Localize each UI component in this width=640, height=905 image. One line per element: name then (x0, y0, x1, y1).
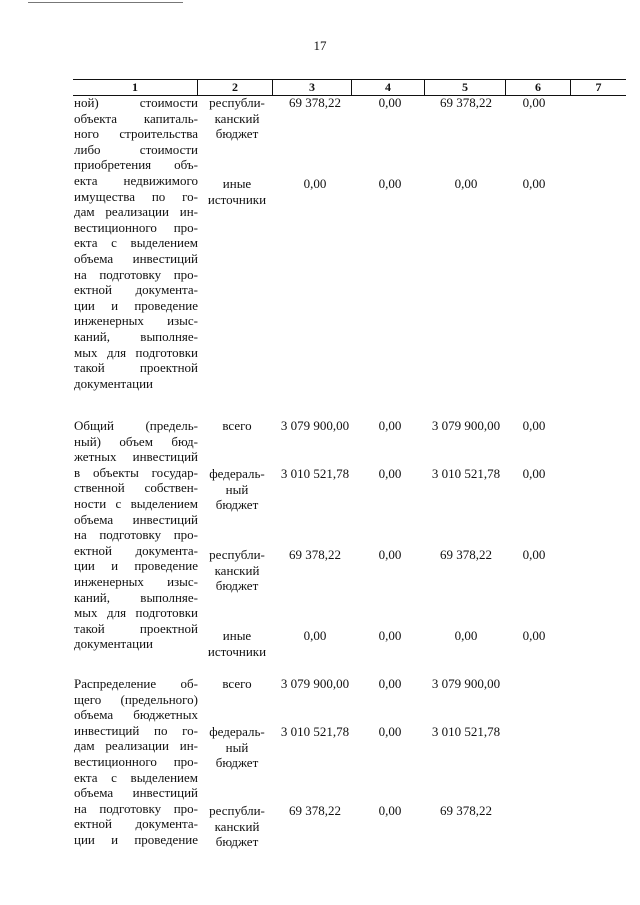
source-cell (200, 676, 274, 692)
value-col-4: 0,00 (378, 95, 402, 110)
header-col-6: 6 (535, 80, 541, 94)
description-line: инвестиций по го- (74, 722, 198, 738)
source-line: всего (222, 418, 252, 433)
value-col-5: 69 378,22 (440, 95, 492, 110)
description-line: инженерных изыс- (74, 313, 198, 329)
value-col-4: 0,00 (378, 676, 402, 691)
value-col-6: 0,00 (522, 466, 546, 481)
source-line: федераль- (209, 466, 265, 481)
source-cell (200, 418, 274, 434)
source-line: иные (222, 628, 252, 643)
value-col-5: 69 378,22 (440, 547, 492, 562)
header-col-7: 7 (595, 80, 602, 94)
description-line: объема инвестиций (74, 785, 198, 801)
description-line: приобретения объ- (74, 157, 198, 173)
description-line: екта с выделением (74, 235, 198, 251)
description-line: мых для подготовки (74, 344, 198, 360)
description-line: ции и проведение (74, 297, 198, 313)
value-col-5: 3 010 521,78 (431, 466, 501, 481)
table-header (73, 79, 626, 96)
block2-description (74, 418, 198, 652)
source-line: источники (207, 191, 267, 207)
source-cell (200, 724, 274, 771)
value-col-5: 3 010 521,78 (431, 724, 501, 739)
value-col-3: 69 378,22 (289, 547, 341, 562)
source-line: бюджет (215, 755, 259, 771)
value-col-6: 0,00 (522, 95, 546, 110)
source-cell (200, 176, 274, 207)
description-line: такой проектной (74, 620, 198, 636)
description-line: документации (74, 636, 154, 652)
source-line: федераль- (209, 724, 265, 739)
description-line: мых для подготовки (74, 605, 198, 621)
description-line: каний, выполняе- (74, 328, 198, 344)
description-line: такой проектной (74, 360, 198, 376)
description-line: объема бюджетных (74, 707, 198, 723)
header-col-5: 5 (462, 80, 468, 94)
description-line: вестиционного про- (74, 219, 198, 235)
value-col-4: 0,00 (378, 418, 402, 433)
description-line: имущества по го- (74, 188, 198, 204)
source-line: бюджет (215, 578, 259, 594)
value-col-4: 0,00 (378, 628, 402, 643)
value-col-5: 3 079 900,00 (431, 676, 501, 691)
description-line: Общий (предель- (74, 418, 198, 433)
source-line: ный (225, 481, 249, 497)
source-line: ный (225, 739, 249, 755)
value-col-3: 0,00 (303, 176, 327, 191)
description-line: ции и проведение (74, 558, 198, 574)
value-col-6: 0,00 (522, 547, 546, 562)
block1-description (74, 95, 198, 391)
value-col-4: 0,00 (378, 547, 402, 562)
source-cell (200, 803, 274, 850)
value-col-3: 3 079 900,00 (280, 418, 350, 433)
description-line: на подготовку про- (74, 266, 198, 282)
source-line: бюджет (215, 126, 259, 142)
value-col-6: 0,00 (522, 418, 546, 433)
header-col-1: 1 (132, 80, 138, 94)
source-cell (200, 547, 274, 594)
source-line: иные (222, 176, 252, 191)
source-line: источники (207, 643, 267, 659)
description-line: ности с выделением (74, 495, 198, 511)
value-col-5: 0,00 (454, 176, 478, 191)
source-cell (200, 628, 274, 659)
description-line: екта недвижимого (74, 172, 198, 188)
top-rule (28, 2, 183, 3)
value-col-3: 69 378,22 (289, 95, 341, 110)
description-line: ственной собствен- (74, 480, 198, 496)
description-line: дам реализации ин- (74, 204, 198, 220)
source-line: республи- (209, 547, 265, 562)
description-line: ектной документа- (74, 282, 198, 298)
description-line: инженерных изыс- (74, 573, 198, 589)
source-cell (200, 466, 274, 513)
description-line: объема инвестиций (74, 511, 198, 527)
source-line: канский (214, 110, 260, 126)
description-line: объема инвестиций (74, 250, 198, 266)
description-line: либо стоимости (74, 141, 198, 157)
source-line: республи- (209, 95, 265, 110)
description-line: на подготовку про- (74, 527, 198, 543)
value-col-4: 0,00 (378, 724, 402, 739)
source-line: бюджет (215, 497, 259, 513)
value-col-4: 0,00 (378, 466, 402, 481)
description-line: документации (74, 375, 154, 391)
source-line: бюджет (215, 834, 259, 850)
description-line: объекта капиталь- (74, 110, 198, 126)
description-line: дам реализации ин- (74, 738, 198, 754)
description-line: жетных инвестиций (74, 449, 198, 465)
description-line: екта с выделением (74, 769, 198, 785)
value-col-3: 3 010 521,78 (280, 724, 350, 739)
page-number: 17 (313, 38, 327, 53)
header-col-3: 3 (309, 80, 315, 94)
value-col-3: 3 079 900,00 (280, 676, 350, 691)
description-line: на подготовку про- (74, 800, 198, 816)
description-line: вестиционного про- (74, 753, 198, 769)
description-line: щего (предельного) (74, 691, 198, 707)
value-col-3: 0,00 (303, 628, 327, 643)
description-line: ектной документа- (74, 542, 198, 558)
description-line: ции и проведение (74, 831, 198, 847)
source-line: канский (214, 818, 260, 834)
source-line: канский (214, 562, 260, 578)
description-line: каний, выполняе- (74, 589, 198, 605)
value-col-4: 0,00 (378, 176, 402, 191)
value-col-6: 0,00 (522, 628, 546, 643)
value-col-5: 69 378,22 (440, 803, 492, 818)
value-col-3: 3 010 521,78 (280, 466, 350, 481)
header-col-4: 4 (385, 80, 391, 94)
value-col-5: 3 079 900,00 (431, 418, 501, 433)
value-col-4: 0,00 (378, 803, 402, 818)
header-col-2: 2 (232, 80, 238, 94)
value-col-3: 69 378,22 (289, 803, 341, 818)
description-line: ной) стоимости (74, 95, 198, 110)
value-col-6: 0,00 (522, 176, 546, 191)
source-cell (200, 95, 274, 142)
block3-description (74, 676, 198, 848)
value-col-5: 0,00 (454, 628, 478, 643)
description-line: в объекты государ- (74, 464, 198, 480)
source-line: всего (222, 676, 252, 691)
description-line: ный) объем бюд- (74, 433, 198, 449)
description-line: ектной документа- (74, 816, 198, 832)
source-line: республи- (209, 803, 265, 818)
description-line: Распределение об- (74, 676, 198, 691)
description-line: ного строительства (74, 126, 198, 142)
